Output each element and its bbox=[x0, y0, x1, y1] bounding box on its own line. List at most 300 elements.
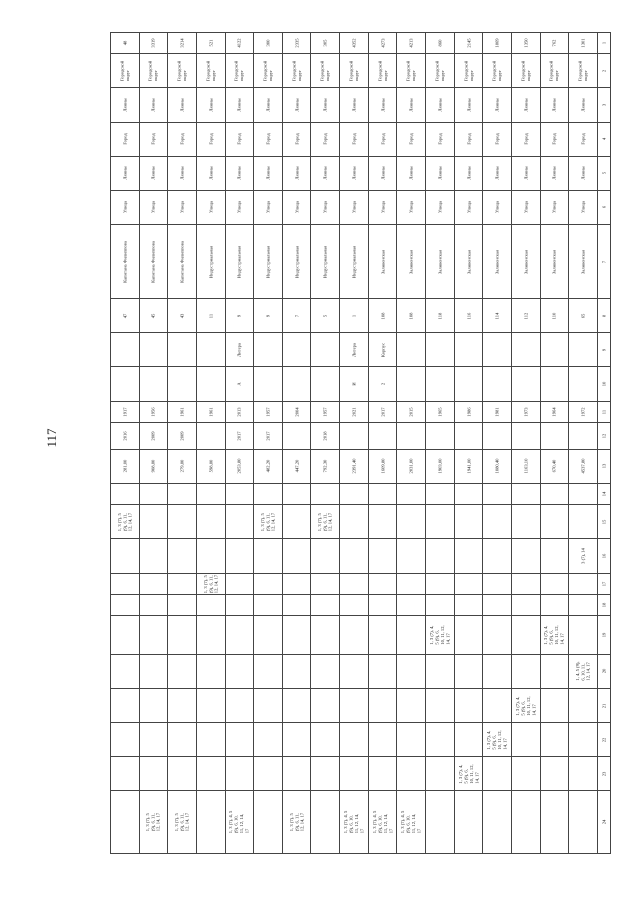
column-number-label: 5 bbox=[601, 172, 607, 175]
register-cell-text: Городской округ bbox=[491, 60, 503, 81]
register-cell bbox=[282, 449, 311, 483]
register-cell-text: 1964 bbox=[551, 407, 557, 417]
register-cell-text: 1, 3 (7), 5 (9), 6, 11, 12, 14, 17 bbox=[288, 813, 305, 832]
column-number-label: 14 bbox=[601, 491, 607, 497]
register-cell bbox=[511, 594, 540, 615]
register-cell-text: 65 bbox=[580, 313, 586, 319]
register-cell-text: Лянны bbox=[437, 166, 443, 180]
register-cell-text: 598,80 bbox=[208, 460, 214, 473]
register-cell bbox=[225, 573, 254, 594]
register-cell bbox=[225, 333, 254, 367]
register-cell bbox=[540, 615, 569, 654]
column-number-label: 19 bbox=[601, 632, 607, 638]
register-cell-text: Индустриальная bbox=[265, 245, 271, 278]
register-cell-text: 482,20 bbox=[265, 460, 271, 473]
register-cell bbox=[168, 224, 197, 298]
register-cell bbox=[340, 505, 369, 539]
register-cell bbox=[225, 367, 254, 401]
register-cell bbox=[196, 539, 225, 573]
register-cell bbox=[139, 615, 168, 654]
register-cell bbox=[569, 505, 598, 539]
register-cell bbox=[225, 449, 254, 483]
register-cell bbox=[483, 54, 512, 88]
register-cell-text: 1163,10 bbox=[523, 459, 529, 474]
register-cell bbox=[139, 122, 168, 156]
register-cell bbox=[511, 333, 540, 367]
register-cell bbox=[340, 688, 369, 722]
register-cell-text: 1301 bbox=[580, 38, 586, 48]
register-cell bbox=[111, 224, 140, 298]
register-cell bbox=[426, 401, 455, 422]
register-cell bbox=[511, 299, 540, 333]
register-cell-text: Лянны bbox=[265, 166, 271, 180]
register-cell bbox=[511, 122, 540, 156]
register-cell bbox=[340, 156, 369, 190]
register-cell-text: Городской округ bbox=[549, 60, 560, 81]
register-cell bbox=[397, 156, 426, 190]
register-cell bbox=[397, 299, 426, 333]
register-cell bbox=[426, 791, 455, 854]
register-cell-text: Городской округ bbox=[377, 60, 388, 81]
column-number-header bbox=[597, 401, 610, 422]
register-cell bbox=[368, 422, 397, 449]
register-cell-text: 2017 bbox=[265, 431, 271, 441]
column-number-header bbox=[597, 33, 610, 54]
register-cell-text: Улица bbox=[551, 201, 557, 214]
register-cell bbox=[254, 573, 283, 594]
register-cell bbox=[511, 190, 540, 224]
column-number-label: 8 bbox=[601, 314, 607, 317]
register-cell-text: А bbox=[236, 382, 242, 386]
register-cell bbox=[196, 54, 225, 88]
register-cell bbox=[311, 54, 340, 88]
register-cell bbox=[340, 422, 369, 449]
column-number-label: 9 bbox=[601, 348, 607, 352]
register-cell bbox=[511, 539, 540, 573]
register-cell-text: Лянны bbox=[437, 98, 443, 112]
register-cell bbox=[225, 122, 254, 156]
register-cell-text: Город bbox=[179, 133, 185, 145]
register-cell bbox=[511, 505, 540, 539]
register-cell-text: 2 bbox=[379, 382, 385, 386]
register-cell bbox=[111, 156, 140, 190]
register-cell bbox=[139, 88, 168, 122]
register-cell bbox=[196, 791, 225, 854]
register-cell-text: 1957 bbox=[322, 407, 328, 417]
register-cell bbox=[454, 333, 483, 367]
register-cell-text: Город bbox=[322, 133, 328, 145]
register-cell bbox=[168, 723, 197, 757]
column-number-header bbox=[597, 299, 610, 333]
register-cell bbox=[282, 299, 311, 333]
register-cell-text: 47 bbox=[122, 313, 128, 319]
register-cell-text: Индустриальная bbox=[208, 245, 214, 278]
register-cell bbox=[225, 33, 254, 54]
register-cell-text: 1, 3 (7), 5 (9), 6, 11, 12, 14, 17 bbox=[145, 813, 162, 832]
register-cell-text: Улица bbox=[265, 201, 271, 214]
register-cell bbox=[139, 757, 168, 791]
register-cell bbox=[569, 367, 598, 401]
register-cell bbox=[540, 594, 569, 615]
register-cell bbox=[111, 573, 140, 594]
register-cell-text: Город bbox=[494, 133, 500, 145]
register-cell bbox=[168, 505, 197, 539]
register-cell-text: Заливенская bbox=[437, 249, 443, 274]
register-cell bbox=[569, 615, 598, 654]
register-cell-text: 521 bbox=[208, 39, 214, 47]
register-cell bbox=[139, 299, 168, 333]
register-cell-text: 1, 4, 5 (9), 6, 10, 11, 12, 14, 17 bbox=[574, 661, 591, 681]
register-cell bbox=[168, 367, 197, 401]
register-cell bbox=[311, 449, 340, 483]
register-cell bbox=[254, 539, 283, 573]
register-cell bbox=[540, 88, 569, 122]
register-cell bbox=[454, 299, 483, 333]
register-cell bbox=[540, 33, 569, 54]
register-cell bbox=[426, 88, 455, 122]
register-cell bbox=[282, 422, 311, 449]
register-cell bbox=[540, 573, 569, 594]
register-cell bbox=[569, 688, 598, 722]
register-cell-text: 300 bbox=[265, 39, 271, 47]
register-cell bbox=[483, 299, 512, 333]
column-number-label: 3 bbox=[601, 103, 607, 107]
register-cell-text: Лянны bbox=[208, 98, 214, 112]
register-cell-text: Городской округ bbox=[520, 60, 531, 81]
register-cell bbox=[540, 688, 569, 722]
register-cell bbox=[511, 723, 540, 757]
register-cell bbox=[368, 791, 397, 854]
register-cell bbox=[569, 654, 598, 688]
register-cell bbox=[282, 539, 311, 573]
register-cell-text: Лянны bbox=[494, 166, 500, 180]
register-cell bbox=[282, 573, 311, 594]
register-cell-text: 1, 3 (7), 4, 5 (9), 6, 10, 11, 12, 14, 17 bbox=[343, 810, 365, 834]
register-cell bbox=[254, 224, 283, 298]
register-cell bbox=[340, 757, 369, 791]
register-cell bbox=[569, 791, 598, 854]
register-cell bbox=[311, 190, 340, 224]
register-cell bbox=[397, 505, 426, 539]
register-cell-text: Лянны bbox=[551, 166, 557, 180]
register-cell bbox=[340, 539, 369, 573]
register-cell-text: 2009 bbox=[179, 431, 185, 441]
register-cell-text: 792,30 bbox=[322, 460, 328, 473]
register-cell bbox=[454, 224, 483, 298]
register-cell bbox=[225, 723, 254, 757]
register-cell bbox=[139, 539, 168, 573]
register-cell-text: Лянны bbox=[122, 166, 128, 180]
register-cell-text: 4273 bbox=[379, 38, 385, 48]
register-cell bbox=[511, 224, 540, 298]
register-cell bbox=[282, 505, 311, 539]
register-cell bbox=[225, 757, 254, 791]
register-cell-text: Город bbox=[150, 133, 156, 145]
register-cell bbox=[254, 449, 283, 483]
register-cell bbox=[483, 539, 512, 573]
register-cell bbox=[511, 156, 540, 190]
register-cell bbox=[340, 573, 369, 594]
register-cell bbox=[139, 224, 168, 298]
register-cell bbox=[168, 757, 197, 791]
register-cell-text: 1, 3 (7), 4, 5 (9), 6, 10, 11, 12, 14, 17 bbox=[543, 625, 565, 645]
register-cell bbox=[483, 422, 512, 449]
column-number-header bbox=[597, 190, 610, 224]
register-cell bbox=[111, 688, 140, 722]
register-cell-text: Город bbox=[236, 133, 242, 145]
register-cell bbox=[282, 333, 311, 367]
register-cell-text: Город bbox=[122, 133, 128, 145]
register-cell bbox=[483, 401, 512, 422]
register-cell bbox=[254, 156, 283, 190]
register-cell bbox=[196, 615, 225, 654]
register-cell bbox=[196, 449, 225, 483]
register-cell bbox=[340, 791, 369, 854]
register-cell bbox=[397, 88, 426, 122]
register-cell-text: 4122 bbox=[236, 38, 242, 48]
register-cell bbox=[168, 449, 197, 483]
register-cell bbox=[454, 594, 483, 615]
register-cell bbox=[397, 122, 426, 156]
register-cell bbox=[139, 505, 168, 539]
register-cell-text: 2145 bbox=[465, 38, 471, 48]
register-cell-text: 1917 bbox=[122, 407, 128, 417]
register-cell-text: Лянны bbox=[150, 98, 156, 112]
register-cell bbox=[340, 654, 369, 688]
register-cell bbox=[282, 594, 311, 615]
register-cell bbox=[111, 505, 140, 539]
register-cell-text: Город bbox=[265, 133, 271, 145]
register-cell-text: 2015 bbox=[408, 407, 414, 417]
register-cell-text: Капитана Филиппова bbox=[122, 240, 128, 283]
register-cell-text: Лянны bbox=[322, 166, 328, 180]
register-cell bbox=[426, 224, 455, 298]
register-cell bbox=[540, 333, 569, 367]
register-cell bbox=[282, 757, 311, 791]
register-cell bbox=[426, 54, 455, 88]
register-cell-text: 2335 bbox=[293, 38, 299, 48]
register-cell-text: 1, 3 (7), 5 (9), 6, 11, 12, 14, 17 bbox=[116, 512, 133, 532]
register-cell-text: Городской округ bbox=[319, 60, 331, 81]
register-cell bbox=[397, 33, 426, 54]
register-cell bbox=[196, 573, 225, 594]
register-cell-text: Городской округ bbox=[463, 60, 474, 81]
register-cell bbox=[368, 757, 397, 791]
register-cell bbox=[139, 33, 168, 54]
register-cell bbox=[397, 688, 426, 722]
register-cell bbox=[368, 615, 397, 654]
register-cell bbox=[168, 333, 197, 367]
register-cell bbox=[483, 33, 512, 54]
column-number-header bbox=[597, 573, 610, 594]
register-cell-text: 114 bbox=[494, 312, 500, 320]
register-cell bbox=[540, 190, 569, 224]
register-cell-text: Улица bbox=[122, 201, 128, 214]
register-cell-text: 2018 bbox=[322, 431, 328, 441]
register-cell-text: Городской округ bbox=[233, 60, 245, 81]
register-cell bbox=[454, 449, 483, 483]
register-cell bbox=[311, 299, 340, 333]
register-cell-text: 860 bbox=[437, 39, 443, 47]
register-cell bbox=[368, 484, 397, 505]
register-cell bbox=[340, 723, 369, 757]
register-cell bbox=[511, 757, 540, 791]
register-cell bbox=[483, 723, 512, 757]
register-cell bbox=[282, 688, 311, 722]
register-cell bbox=[511, 573, 540, 594]
register-cell-text: 3214 bbox=[179, 38, 185, 48]
register-cell bbox=[196, 401, 225, 422]
register-cell-text: Лянны bbox=[293, 98, 299, 112]
register-cell-text: 1903,00 bbox=[437, 459, 443, 474]
register-cell-text: 2016 bbox=[122, 431, 128, 441]
register-cell-text: Городской округ bbox=[291, 60, 302, 81]
register-cell bbox=[254, 791, 283, 854]
register-cell-text: 3 (7), 14 bbox=[580, 548, 586, 564]
register-cell-text: Лянны bbox=[322, 98, 328, 112]
register-cell bbox=[454, 156, 483, 190]
register-cell-text: Лянны bbox=[265, 98, 271, 112]
register-cell bbox=[282, 122, 311, 156]
register-cell-text: Улица bbox=[494, 201, 500, 214]
register-cell bbox=[282, 723, 311, 757]
register-cell-text: Лянны bbox=[351, 98, 357, 112]
register-cell bbox=[111, 190, 140, 224]
register-cell bbox=[111, 122, 140, 156]
register-cell bbox=[368, 594, 397, 615]
register-cell-text: Заливенская bbox=[551, 249, 557, 274]
register-cell-text: Заливенская bbox=[465, 249, 471, 274]
register-cell bbox=[282, 367, 311, 401]
column-number-label: 2 bbox=[601, 69, 607, 72]
register-cell bbox=[540, 54, 569, 88]
register-cell bbox=[397, 54, 426, 88]
register-cell-text: Лянны bbox=[208, 166, 214, 180]
register-cell bbox=[282, 88, 311, 122]
register-cell bbox=[225, 791, 254, 854]
register-cell-text: 1973 bbox=[523, 407, 529, 417]
register-cell bbox=[483, 573, 512, 594]
register-cell-text: Лянны bbox=[551, 98, 557, 112]
register-cell bbox=[426, 594, 455, 615]
register-cell bbox=[569, 757, 598, 791]
register-cell bbox=[168, 791, 197, 854]
register-cell bbox=[311, 422, 340, 449]
register-cell-text: 4537,80 bbox=[580, 459, 586, 474]
register-cell bbox=[569, 484, 598, 505]
register-cell bbox=[540, 654, 569, 688]
register-cell-text: Город bbox=[437, 133, 443, 145]
register-cell bbox=[254, 615, 283, 654]
register-cell bbox=[111, 654, 140, 688]
register-cell bbox=[368, 88, 397, 122]
register-cell bbox=[139, 449, 168, 483]
register-cell bbox=[426, 757, 455, 791]
register-cell-text: Улица bbox=[379, 201, 385, 214]
register-cell bbox=[483, 224, 512, 298]
register-cell bbox=[196, 723, 225, 757]
register-cell bbox=[368, 449, 397, 483]
register-cell-text: 1 bbox=[351, 314, 357, 317]
register-cell-text: Лянны bbox=[236, 166, 242, 180]
register-cell bbox=[540, 224, 569, 298]
register-cell bbox=[454, 757, 483, 791]
register-cell bbox=[111, 594, 140, 615]
register-cell bbox=[426, 449, 455, 483]
register-cell bbox=[454, 791, 483, 854]
register-cell-text: Лянны bbox=[293, 166, 299, 180]
register-cell-text: 1941,00 bbox=[465, 459, 471, 474]
register-cell bbox=[426, 615, 455, 654]
register-cell bbox=[139, 54, 168, 88]
register-cell bbox=[368, 539, 397, 573]
register-cell bbox=[540, 122, 569, 156]
register-cell-text: Заливенская bbox=[408, 249, 414, 274]
register-cell bbox=[454, 539, 483, 573]
register-cell bbox=[340, 615, 369, 654]
register-cell bbox=[282, 484, 311, 505]
register-cell bbox=[569, 449, 598, 483]
register-cell bbox=[569, 422, 598, 449]
register-cell-text: 1, 3 (7), 5 (9), 6, 11, 12, 14, 17 bbox=[202, 574, 219, 593]
register-cell-text: 1, 3 (7), 5 (9), 6, 11, 12, 14, 17 bbox=[317, 512, 333, 532]
column-number-header bbox=[597, 54, 610, 88]
register-cell-text: 48 bbox=[122, 40, 128, 46]
register-cell bbox=[139, 723, 168, 757]
register-cell bbox=[311, 654, 340, 688]
register-cell bbox=[111, 449, 140, 483]
register-cell bbox=[282, 654, 311, 688]
register-cell-text: 1986 bbox=[465, 407, 471, 417]
register-cell bbox=[397, 401, 426, 422]
register-cell bbox=[139, 367, 168, 401]
column-number-header bbox=[597, 449, 610, 483]
register-cell bbox=[196, 33, 225, 54]
register-cell bbox=[311, 791, 340, 854]
register-cell bbox=[426, 573, 455, 594]
register-cell bbox=[254, 54, 283, 88]
register-cell bbox=[196, 505, 225, 539]
register-cell bbox=[397, 367, 426, 401]
register-cell bbox=[282, 615, 311, 654]
register-cell bbox=[540, 791, 569, 854]
register-cell-text: 112 bbox=[523, 312, 529, 320]
column-number-label: 7 bbox=[601, 260, 607, 263]
register-cell-text: 1961 bbox=[179, 407, 185, 417]
register-cell bbox=[282, 54, 311, 88]
register-cell bbox=[368, 224, 397, 298]
register-cell bbox=[282, 401, 311, 422]
register-cell-text: 1350 bbox=[523, 38, 529, 48]
register-cell bbox=[168, 594, 197, 615]
register-cell-text: Лянны bbox=[122, 98, 128, 112]
register-cell-text: Город bbox=[379, 133, 385, 145]
register-cell bbox=[311, 156, 340, 190]
register-cell-text: Улица bbox=[465, 201, 471, 214]
register-cell bbox=[139, 654, 168, 688]
register-cell bbox=[196, 688, 225, 722]
register-cell-text: 2004 bbox=[293, 407, 299, 417]
register-cell-text: 2017 bbox=[379, 407, 385, 417]
register-cell bbox=[139, 688, 168, 722]
column-number-header bbox=[597, 757, 610, 791]
register-cell bbox=[426, 539, 455, 573]
column-number-header bbox=[597, 723, 610, 757]
register-cell bbox=[196, 122, 225, 156]
register-cell-text: 108 bbox=[408, 312, 414, 320]
register-cell bbox=[196, 190, 225, 224]
register-cell-text: Улица bbox=[351, 201, 357, 214]
